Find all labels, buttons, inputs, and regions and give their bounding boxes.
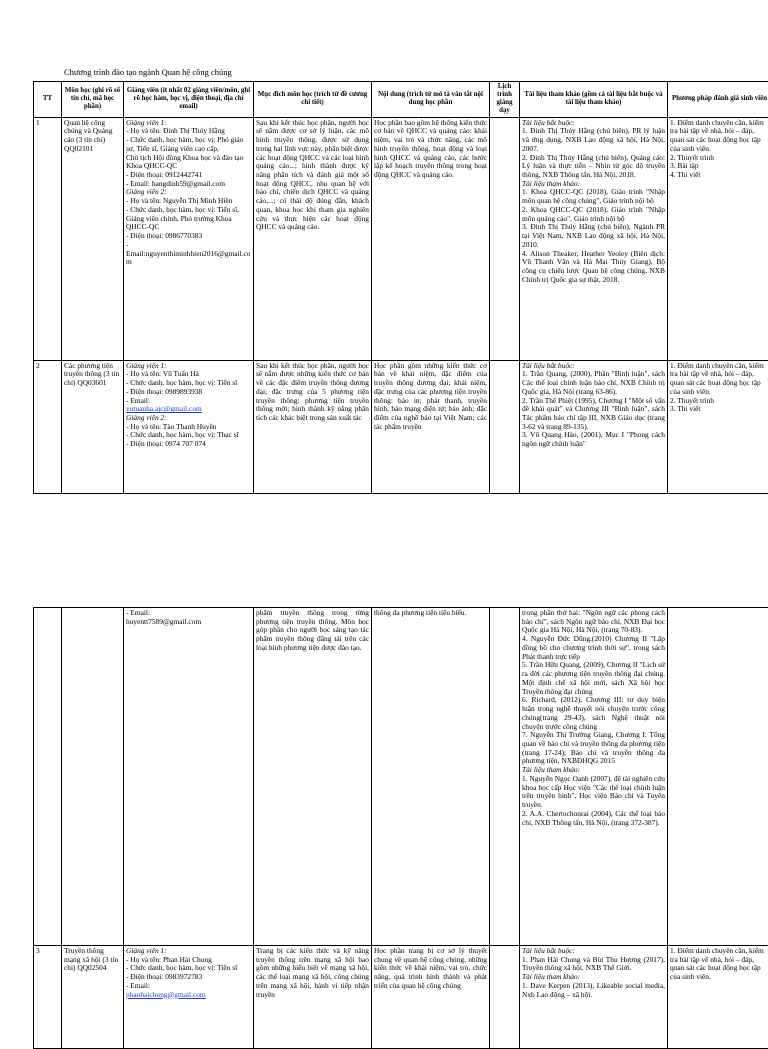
cell-line: - Chức danh, học hàm, học vị: Tiến sĩ: [126, 379, 251, 388]
row-number: 3: [34, 946, 62, 1049]
content-cell: Học phần trang bị cơ sở lý thuyết chung về quan hệ công chúng, những kiến thức về khái niệm, vai trò, chức năng, quá trình hình thành và phát triển của quan hệ công chúng: [372, 946, 490, 1049]
cell-line: 2. Thuyết trình: [670, 154, 768, 163]
cell-line: Tài liệu tham khảo:: [522, 180, 665, 189]
lecturers-cell: [124, 360, 254, 493]
cell-line: 1. Dave Kerpen (2013), Likeable social media, Nxb Lao động – xã hội.: [522, 982, 665, 999]
cell-line: Chủ tịch Hội đồng Khoa học và đào tạo Khoa QHCC-QC: [126, 154, 251, 171]
assessment-cell: [668, 946, 768, 1049]
cell-line: Giảng viên 2:: [126, 414, 251, 423]
cell-line: - Điện thoại: 0974 707 074: [126, 440, 251, 449]
schedule-cell: [490, 117, 520, 360]
row-number: 2: [34, 360, 62, 493]
header-schedule: Lịch trình giảng dạy: [490, 82, 520, 118]
lecturers-cell: [124, 608, 254, 946]
cell-line: Giảng viên 1:: [126, 947, 251, 956]
row-number: 1: [34, 117, 62, 360]
email-link[interactable]: phanhaichung@gmail.com: [126, 991, 251, 1000]
table-row: [34, 117, 768, 360]
cell-line: - Điện thoại: 0989893938: [126, 388, 251, 397]
cell-line: 7. Nguyễn Thị Trường Giang, Chương I: Tổng quan về báo chí và truyền thông đa phương tiện (trang 17-24); Báo chí và truyền thông đa phương tiện, NXBĐHQG 2015: [522, 731, 665, 766]
assessment-cell: [668, 360, 768, 493]
header-row: [34, 82, 768, 118]
header-references: Tài liệu tham khảo (gồm cả tài liệu bắt buộc và tài liệu tham khảo): [520, 82, 668, 118]
row-number: [34, 608, 62, 946]
cell-line: 3. Vũ Quang Hào, (2001), Mục I "Phong cách ngôn ngữ chính luận": [522, 431, 665, 448]
cell-line: Tài liệu bắt buộc:: [522, 362, 665, 371]
cell-line: 2. Thuyết trình: [670, 397, 768, 406]
content-cell: thông đa phương tiện tiêu biểu.: [372, 608, 490, 946]
course-cell: [62, 608, 124, 946]
cell-line: Giảng viên 1:: [126, 119, 251, 128]
cell-line: - Email:: [126, 609, 251, 618]
cell-line: 1. Nguyễn Ngọc Oanh (2007), đề tài nghiên cứu khoa học cấp Học viện "Các thể loại chính luận trên truyền hình", Học viện Báo chí và Tuyên truyền.: [522, 775, 665, 810]
references-cell: [520, 360, 668, 493]
cell-line: 2. Khoa QHCC-QC (2018), Giáo trình "Nhập môn quảng cáo", Giáo trình nội bộ: [522, 206, 665, 223]
cell-line: - Chức danh, học hàm, học vị: Thạc sĩ: [126, 431, 251, 440]
cell-line: 3. Bài tập: [670, 162, 768, 171]
cell-line: 1. Đinh Thị Thúy Hằng (chủ biên), PR lý luận và ứng dụng, NXB Lao động xã hội, Hà Nội, 2007.: [522, 127, 665, 153]
purpose-cell: phẩm truyền thông trong từng phương tiện truyền thông. Môn học góp phần cho người học sáng tạo tác phẩm truyền thông đăng tải trên các loại hình phương tiện được đào tạo.: [254, 608, 372, 946]
header-purpose: Mục đích môn học (trích từ đề cương chi tiết): [254, 82, 372, 118]
document-title: Chương trình đào tạo ngành Quan hệ công chúng: [64, 67, 232, 77]
cell-line: 3. Đinh Thị Thúy Hằng (chủ biên), Ngành PR tại Việt Nam, NXB Lao động xã hội, Hà Nội, 2010.: [522, 223, 665, 249]
content-cell: Học phần gồm những kiến thức cơ bản về khái niệm, đặc điểm của truyền thông đương đại; khái niệm, đặc trưng của các phương tiện truyền thông: báo in; phát thanh, truyền hình, báo mạng điện tử; báo ảnh; đặc điểm của nghề báo tại Việt Nam; các tác phẩm truyền: [372, 360, 490, 493]
cell-line: - Email: hangdinh59@gmail.com: [126, 180, 251, 189]
cell-line: - Chức danh, học hàm, học vị: Tiến sĩ: [126, 964, 251, 973]
course-cell: Các phương tiện truyền thông (3 tín chỉ) QQ03601: [62, 360, 124, 493]
cell-line: Giảng viên 2:: [126, 188, 251, 197]
cell-line: 2. A.A. Chertochonrai (2004), Các thể loại báo chí, NXB Thông tấn, Hà Nội, (trang 372-387).: [522, 810, 665, 827]
course-cell: Quan hệ công chúng và Quảng cáo (3 tín chỉ) QQ02101: [62, 117, 124, 360]
course-cell: Truyền thông mạng xã hội (3 tín chỉ) QQ02504: [62, 946, 124, 1049]
cell-line: 4. Thi viết: [670, 171, 768, 180]
header-content: Nội dung (trích từ mô tả văn tắt nội dung học phần: [372, 82, 490, 118]
cell-line: 1. Điểm danh chuyên cần, kiểm tra bài tập về nhà, hỏi – đáp, quan sát các hoạt động học tập của sinh viên.: [670, 947, 768, 982]
cell-line: 2. Đinh Thị Thúy Hằng (chủ biên), Quảng cáo: Lý luận và thực tiễn – Nhìn từ góc độ truyền thông, NXB Thông tấn, Hà Nội, 2018.: [522, 154, 665, 180]
cell-line: 4. Alison Theaker, Heather Yeoley (Biên dịch: Vũ Thanh Vân và Hà Mai Thùy Giang), Bộ công cụ chiến lược Quan hệ công chúng, NXB Chính trị Quốc gia sự thật, 2018.: [522, 250, 665, 285]
cell-line: 6. Richard, (2012), Chương III: tư duy biện luận trong nghề thuyết nói chuyện trước công chúng(trang 29-43), sách Nghệ thuật nói chuyện trước công chúng: [522, 696, 665, 731]
cell-line: Tài liệu bắt buộc:: [522, 947, 665, 956]
header-lecturers: Giảng viên (ít nhất 02 giảng viên/môn, ghi rõ học hàm, học vị, điện thoại, địa chỉ email): [124, 82, 254, 118]
purpose-cell: Sau khi kết thúc học phần, người học sẽ nắm được cơ sở lý luận, các mô hình truyền thông, được sử dụng trong hai lĩnh vực này, phân biệt được các hoạt động QHCC và các loại hình quảng cáo...; hình thành được kỹ năng phân tích và đánh giá một số hoạt động QHCC, nhu quan hệ với báo chí, chiến dịch QHCC và quảng cáo,...; có thái độ đúng đắn, khách quan, khoa học khi tham gia nghiên cứu và thực hiện các hoạt động QHCC và quảng cáo.: [254, 117, 372, 360]
cell-line: 1. Phan Hải Chung và Bùi Thu Hương (2017), Truyền thông xã hội, NXB Thế Giới.: [522, 956, 665, 973]
cell-line: Tài liệu tham khảo:: [522, 973, 665, 982]
header-course: Môn học (ghi rõ số tín chỉ, mã học phần): [62, 82, 124, 118]
cell-line: huyentt7589@gmail.com: [126, 618, 251, 627]
cell-line: Email:nguyenthiminhhien2016@gmail.com: [126, 250, 251, 267]
cell-line: Tài liệu tham khảo:: [522, 766, 665, 775]
cell-line: 4. Nguyễn Đức Dũng,(2010) Chương II "Lập đồng hồ cho chương trình thời sự", trong sách Phát thanh trực tiếp: [522, 635, 665, 661]
purpose-cell: Sau khi kết thúc học phần, người học sẽ nắm được những kiến thức cơ bản về các đặc điểm truyền thông đương đại; đặc trưng của 5 phương tiện truyền thông; phương tiện truyền thông mới; hình thành kỹ năng phân tích các khác biệt trong sản xuất tác: [254, 360, 372, 493]
cell-line: 1. Điểm danh chuyên cần, kiểm tra bài tập về nhà, hỏi – đáp, quan sát các hoạt động học tập của sinh viên.: [670, 119, 768, 154]
references-cell: [520, 117, 668, 360]
header-tt: TT: [34, 82, 62, 118]
cell-line: Giảng viên 1:: [126, 362, 251, 371]
cell-line: - Chức danh, học hàm, học vị: Phó giáo sư, Tiến sĩ, Giảng viên cao cấp,: [126, 136, 251, 153]
cell-line: - Email:: [126, 982, 251, 991]
cell-line: - Họ và tên: Vũ Tuấn Hà: [126, 370, 251, 379]
schedule-cell: [490, 608, 520, 946]
purpose-cell: Trang bị các kiến thức và kỹ năng truyền thông trên mạng xã hội bao gồm những hiểu biết về mạng xã hội, các thể loại mạng xã hội, công chúng trên mạng xã hội, hành vi tiếp nhận truyền: [254, 946, 372, 1049]
assessment-cell: [668, 117, 768, 360]
curriculum-table-page1: [33, 81, 768, 494]
table-row: [34, 360, 768, 493]
cell-line: trong phần thứ hai: "Ngôn ngữ các phong cách báo chí", sách Ngôn ngữ báo chí, NXB Đại học Quốc gia Hà Nội, Hà Nội, (trang 70-83).: [522, 609, 665, 635]
cell-line: Tài liệu bắt buộc:: [522, 119, 665, 128]
cell-line: - Chức danh, học hàm, học vị: Tiến sĩ, Giảng viên chính, Phó trưởng Khoa QHCC-QC: [126, 206, 251, 232]
schedule-cell: [490, 360, 520, 493]
cell-line: 5. Trần Hữu Quang, (2009), Chương II "Lịch sử ra đời các phương tiện truyền thông đại chúng. Một định chế xã hội mới, sách Xã hội học Truyền thông đại chúng: [522, 661, 665, 696]
assessment-cell: [668, 608, 768, 946]
cell-line: - Họ và tên: Phan Hải Chung: [126, 956, 251, 965]
table-row-continued: [34, 608, 768, 946]
content-cell: Học phần bao gồm hệ thống kiến thức cơ bản về QHCC và quảng cáo: khái niệm, vai trò và chức năng, các mô hình truyền thông, hoạt động và loại hình QHCC và quảng cáo, các bước lập kế hoạch truyền thông trong hoạt động QHCC và quảng cáo.: [372, 117, 490, 360]
cell-line: - Họ và tên: Tào Thanh Huyền: [126, 423, 251, 432]
email-link[interactable]: vutuanha.ajc@gmail.com: [126, 405, 251, 414]
table-row: [34, 946, 768, 1049]
header-assessment: Phương pháp đánh giá sinh viên: [668, 82, 768, 118]
cell-line: - Email:: [126, 397, 251, 406]
cell-line: 1. Trần Quang, (2000), Phần "Bình luận", sách Các thể loại chính luận báo chí, NXB Chính trị Quốc gia, Hà Nội (trang 63-86).: [522, 370, 665, 396]
lecturers-cell: [124, 946, 254, 1049]
lecturers-cell: [124, 117, 254, 360]
cell-line: -: [126, 241, 251, 250]
cell-line: 1. Điểm danh chuyên cần, kiểm tra bài tập về nhà, hỏi – đáp, quan sát các hoạt động học tập của sinh viên.: [670, 362, 768, 397]
cell-line: 3. Thi viết: [670, 405, 768, 414]
curriculum-table-page2: [33, 607, 768, 1049]
cell-line: - Điện thoại: 0912442741: [126, 171, 251, 180]
references-cell: [520, 946, 668, 1049]
schedule-cell: [490, 946, 520, 1049]
cell-line: - Điện thoại: 0986770383: [126, 232, 251, 241]
cell-line: - Họ và tên: Đinh Thị Thúy Hằng: [126, 127, 251, 136]
cell-line: 1. Khoa QHCC-QC (2018), Giáo trình "Nhập môn quan hệ công chúng", Giáo trình nội bộ: [522, 188, 665, 205]
cell-line: - Họ và tên: Nguyễn Thị Minh Hiền: [126, 197, 251, 206]
references-cell: [520, 608, 668, 946]
cell-line: - Điện thoại: 0983972783: [126, 973, 251, 982]
cell-line: 2. Trần Thế Phiệt (1995), Chương I "Một số vấn đề khái quát" và Chương III "Bình luận", sách Tác phẩm báo chí tập III, NXB Giáo dục (trang 3-62 và trang 89-135).: [522, 397, 665, 432]
